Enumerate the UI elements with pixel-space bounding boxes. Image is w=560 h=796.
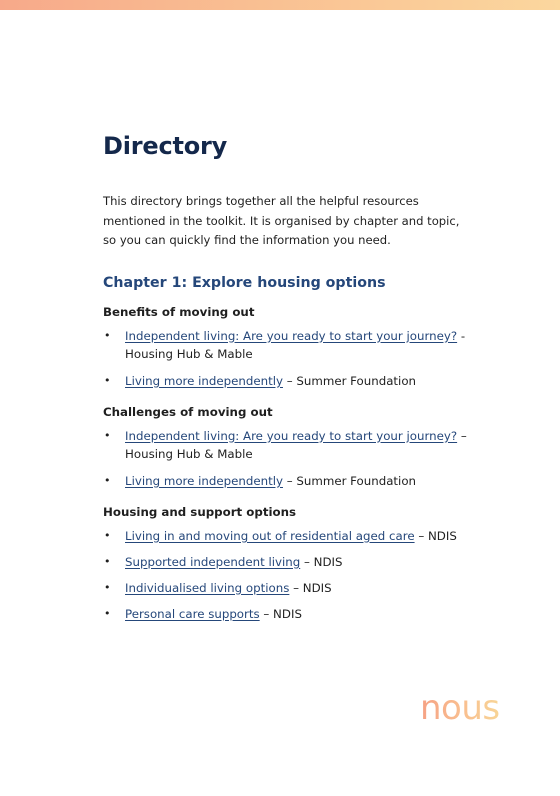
bullet-icon: • [104,606,111,620]
list-item [103,372,483,390]
resource-source: – NDIS [259,606,302,621]
section-heading-benefits: Benefits of moving out [103,304,255,319]
resource-source: – NDIS [300,554,343,569]
list-item [103,553,483,571]
challenges-list [103,427,483,490]
resource-link-living-more-independently[interactable]: Living more independently [125,373,283,388]
resource-source: – Summer Foundation [282,373,417,388]
list-item [103,579,483,597]
directory-content [103,130,483,631]
bullet-icon: • [104,528,111,542]
page-title: Directory [103,132,228,160]
resource-link-individualised-living-options[interactable]: Individualised living options [125,580,290,595]
intro-paragraph: This directory brings together all the helpful resources mentioned in the toolkit. It is organised by chapter and topic, so you can quickly find the information you need. [103,194,460,247]
resource-source: - Housing Hub & Mable [125,328,466,361]
bullet-icon: • [104,473,111,487]
nous-logo: nous [420,688,500,728]
list-item [103,527,483,545]
bullet-icon: • [104,580,111,594]
resource-link-supported-independent-living[interactable]: Supported independent living [125,554,301,569]
housing-support-list [103,527,483,623]
list-item [103,427,483,463]
resource-source: – Housing Hub & Mable [125,428,467,461]
list-item [103,327,483,363]
resource-link-living-more-independently[interactable]: Living more independently [125,473,283,488]
bullet-icon: • [104,373,111,387]
resource-link-independent-living[interactable]: Independent living: Are you ready to start your journey? [125,428,458,443]
benefits-list [103,327,483,390]
resource-source: – Summer Foundation [282,473,417,488]
resource-source: – NDIS [289,580,332,595]
bullet-icon: • [104,428,111,442]
chapter-title: Chapter 1: Explore housing options [103,274,386,291]
list-item [103,605,483,623]
list-item [103,472,483,490]
top-accent-bar [0,0,560,10]
resource-link-independent-living[interactable]: Independent living: Are you ready to start your journey? [125,328,458,343]
resource-source: – NDIS [414,528,457,543]
resource-link-personal-care-supports[interactable]: Personal care supports [125,606,260,621]
section-heading-housing-support: Housing and support options [103,504,297,519]
bullet-icon: • [104,328,111,342]
bullet-icon: • [104,554,111,568]
resource-link-residential-aged-care[interactable]: Living in and moving out of residential aged care [125,528,415,543]
section-heading-challenges: Challenges of moving out [103,404,273,419]
